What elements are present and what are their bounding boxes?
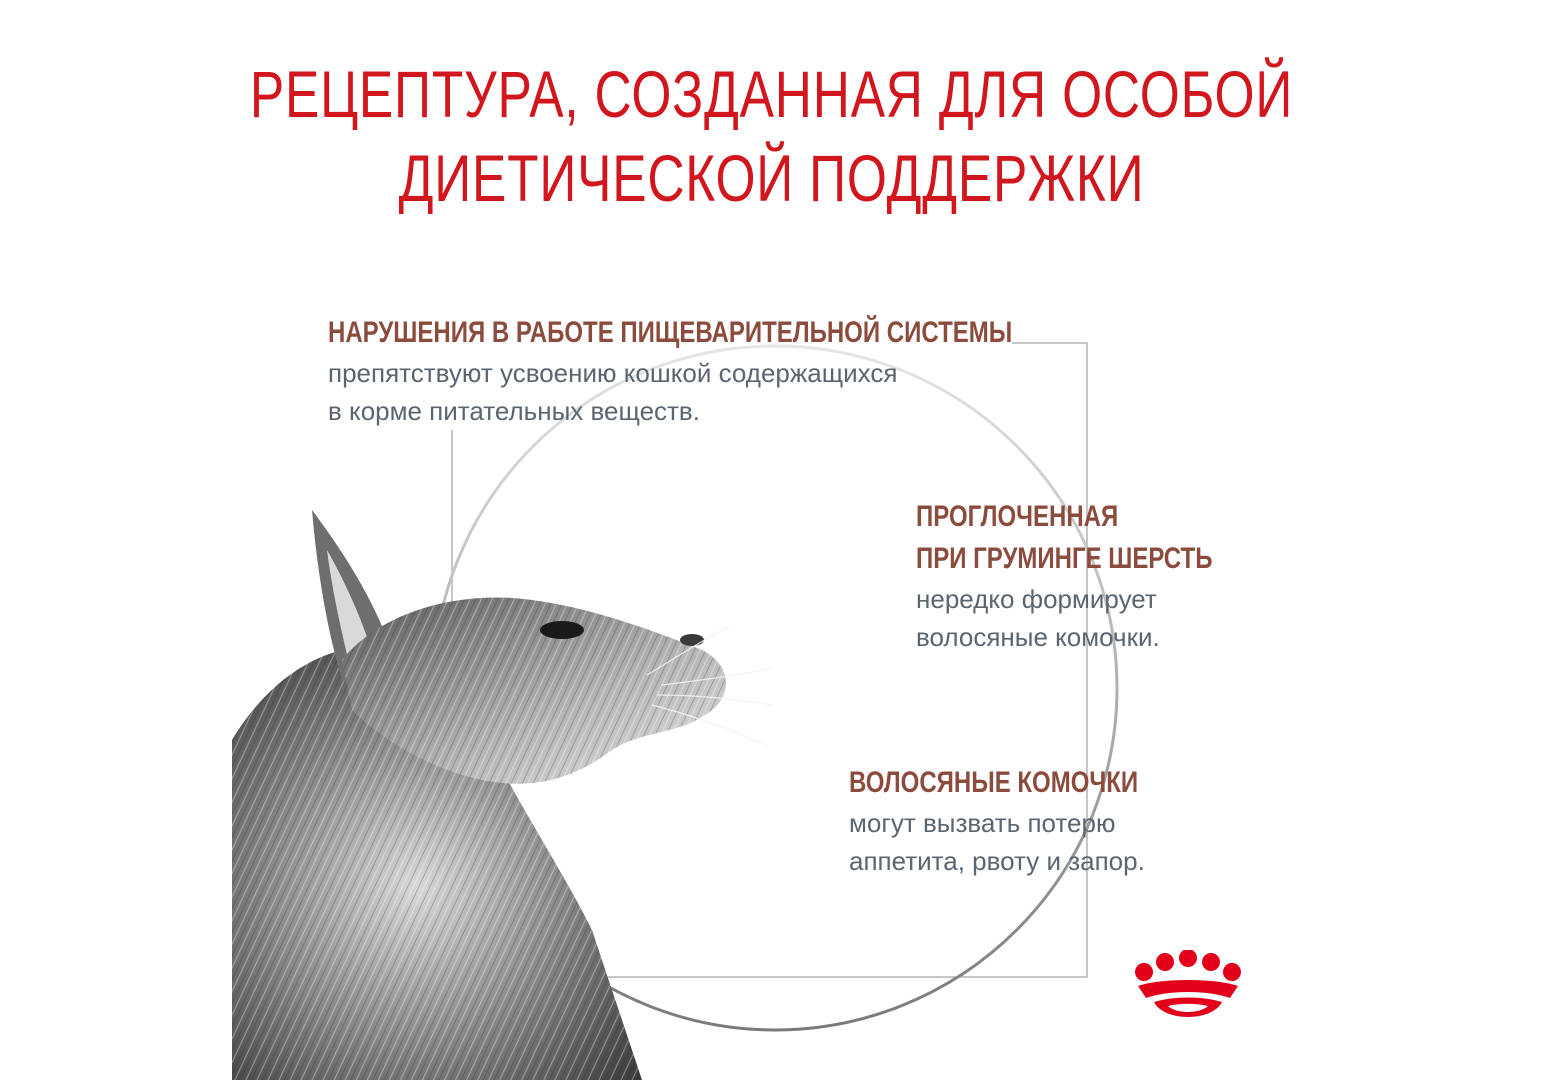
info-text: могут вызвать потерю [849,808,1116,838]
info-text: волосяные комочки. [916,622,1160,652]
info-heading: ПРОГЛОЧЕННАЯ [916,500,1119,533]
title-line-2: ДИЕТИЧЕСКОЙ ПОДДЕРЖКИ [398,141,1145,215]
info-block-digestion [328,312,1183,430]
title-line-1: РЕЦЕПТУРА, СОЗДАННАЯ ДЛЯ ОСОБОЙ [249,57,1294,131]
info-block-hairballs [849,762,1210,880]
cat-photo [232,490,772,1080]
info-heading: ВОЛОСЯНЫЕ КОМОЧКИ [849,766,1139,799]
info-text: препятствуют усвоению кошкой содержащихся [328,358,898,388]
info-text: аппетита, рвоту и запор. [849,846,1145,876]
crown-icon [1130,950,1246,1024]
info-block-hair-swallowed [916,496,1287,656]
info-heading: НАРУШЕНИЯ В РАБОТЕ ПИЩЕВАРИТЕЛЬНОЙ СИСТЕМЫ [328,316,1013,349]
info-text: нередко формирует [916,584,1157,614]
info-text: в корме питательных веществ. [328,396,700,426]
info-heading: ПРИ ГРУМИНГЕ ШЕРСТЬ [916,542,1213,575]
